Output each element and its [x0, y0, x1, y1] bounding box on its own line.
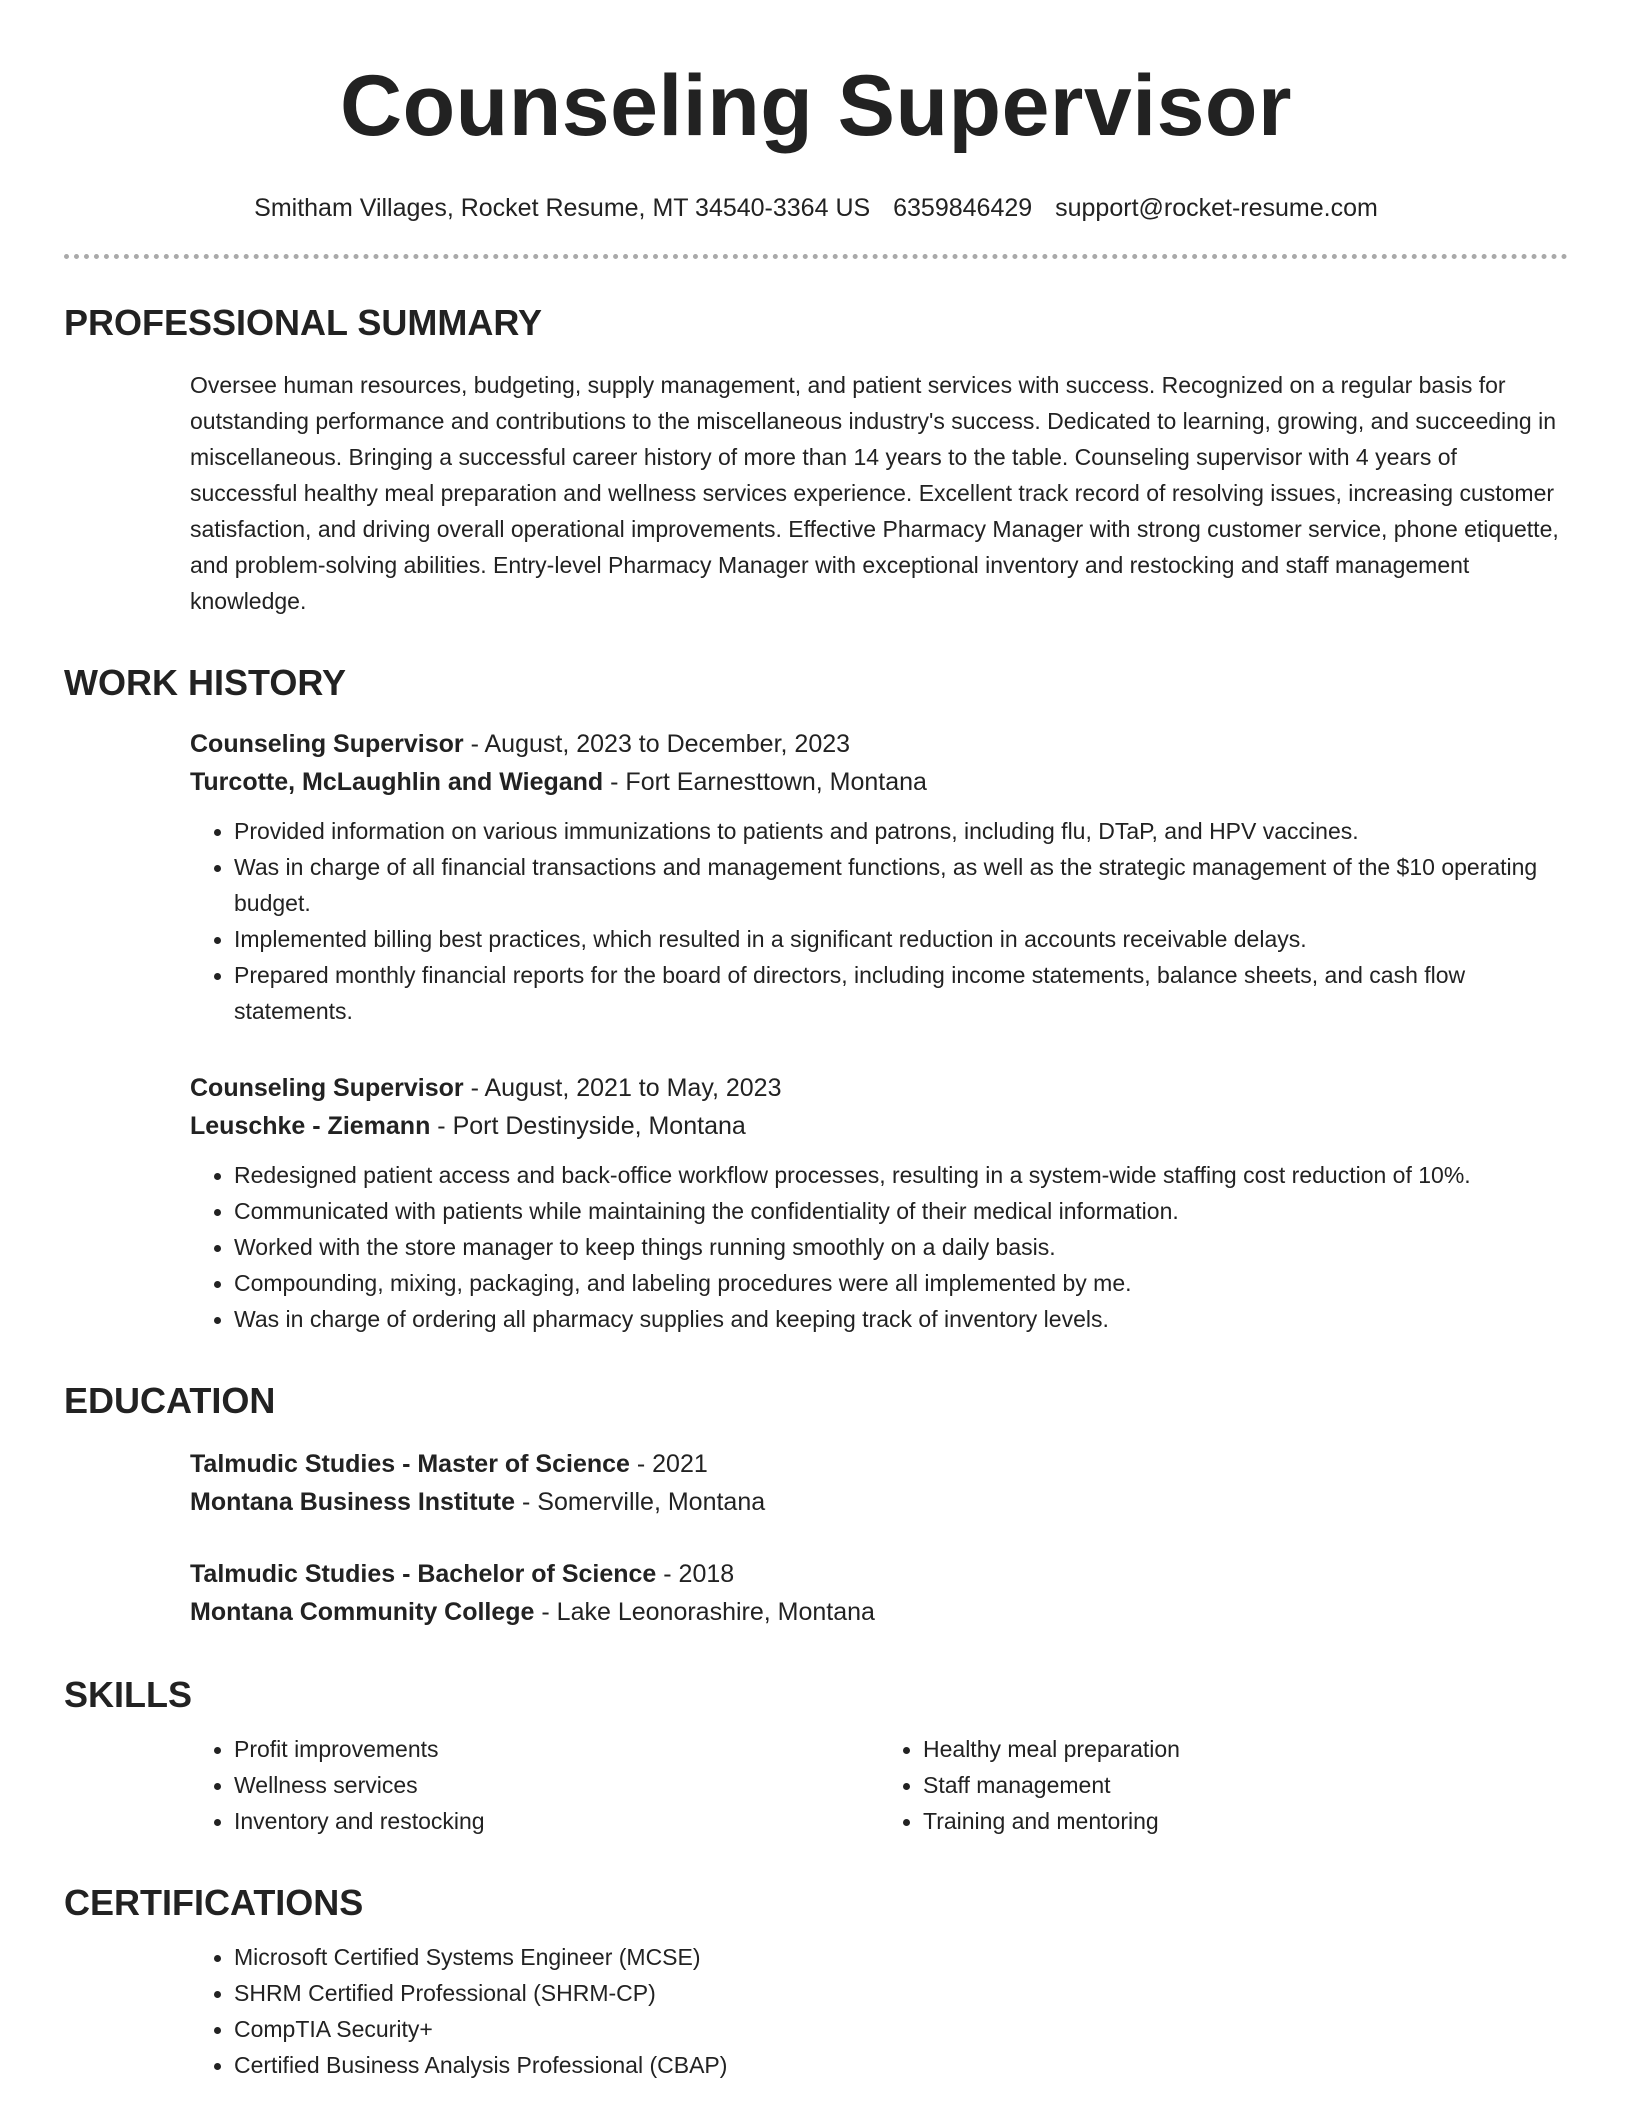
education-degree: Talmudic Studies - Bachelor of Science: [190, 1560, 657, 1588]
job-bullet: • Implemented billing best practices, which resulted in a significant reduction in accounts receivable delays.: [234, 921, 1568, 957]
education-year: - 2021: [629, 1450, 708, 1478]
skill-item: • Healthy meal preparation: [923, 1731, 1568, 1767]
contact-address: Smitham Villages, Rocket Resume, MT 34540-3364 US: [254, 194, 871, 222]
job-role: Counseling Supervisor: [190, 730, 464, 758]
section-title-education: EDUCATION: [64, 1380, 276, 1421]
education-school: Montana Business Institute: [190, 1488, 516, 1516]
education-entry: [190, 1555, 1568, 1631]
skills-grid: [190, 1731, 1568, 1839]
candidate-name: Counseling Supervisor: [340, 58, 1292, 154]
job-bullet: • Worked with the store manager to keep things running smoothly on a daily basis.: [234, 1229, 1568, 1265]
certifications-section: [190, 1939, 1568, 2083]
job-bullet: • Compounding, mixing, packaging, and labeling procedures were all implemented by me.: [234, 1265, 1568, 1301]
skills-section: [190, 1731, 1568, 1839]
skill-item: • Inventory and restocking: [234, 1803, 879, 1839]
education-degree-line: [190, 1445, 1568, 1483]
job-location: - Port Destinyside, Montana: [430, 1112, 746, 1140]
skills-list-left: [190, 1731, 879, 1839]
job-entry: [190, 1069, 1568, 1337]
job-company: Leuschke - Ziemann: [190, 1112, 431, 1140]
education-section: [190, 1445, 1568, 1631]
job-bullet: • Prepared monthly financial reports for the board of directors, including income statements, balance sheets, and cash flow statements.: [234, 957, 1568, 1029]
job-bullets: [190, 1157, 1568, 1337]
contact-line: [64, 192, 1568, 224]
education-school-line: [190, 1483, 1568, 1521]
skill-item: • Wellness services: [234, 1767, 879, 1803]
job-dates: - August, 2021 to May, 2023: [463, 1074, 782, 1102]
section-title-summary: PROFESSIONAL SUMMARY: [64, 302, 543, 343]
job-title-line: [190, 1069, 1568, 1107]
job-bullet: • Was in charge of ordering all pharmacy supplies and keeping track of inventory levels.: [234, 1301, 1568, 1337]
education-year: - 2018: [656, 1560, 735, 1588]
skill-item: • Profit improvements: [234, 1731, 879, 1767]
job-dates: - August, 2023 to December, 2023: [463, 730, 851, 758]
job-entry: [190, 725, 1568, 1029]
summary-section: [190, 367, 1568, 619]
education-school: Montana Community College: [190, 1598, 535, 1626]
section-title-certifications: CERTIFICATIONS: [64, 1882, 364, 1923]
work-history-section: [190, 725, 1568, 1337]
section-title-skills: SKILLS: [64, 1674, 193, 1715]
contact-email: support@rocket-resume.com: [1055, 194, 1378, 222]
education-entry: [190, 1445, 1568, 1521]
contact-phone: 6359846429: [893, 194, 1033, 222]
certification-item: • Microsoft Certified Systems Engineer (MCSE): [234, 1939, 1568, 1975]
job-role: Counseling Supervisor: [190, 1074, 464, 1102]
skill-item: • Staff management: [923, 1767, 1568, 1803]
job-bullet: • Redesigned patient access and back-office workflow processes, resulting in a system-wide staffing cost reduction of 10%.: [234, 1157, 1568, 1193]
skill-item: • Training and mentoring: [923, 1803, 1568, 1839]
certification-item: • Certified Business Analysis Professional (CBAP): [234, 2047, 1568, 2083]
certifications-list: [190, 1939, 1568, 2083]
education-degree-line: [190, 1555, 1568, 1593]
education-school-line: [190, 1593, 1568, 1631]
education-location: - Lake Leonorashire, Montana: [534, 1598, 875, 1626]
job-bullet: • Provided information on various immunizations to patients and patrons, including flu, DTaP, and HPV vaccines.: [234, 813, 1568, 849]
job-bullet: • Was in charge of all financial transactions and management functions, as well as the strategic management of the $10 operating budget.: [234, 849, 1568, 921]
job-title-line: [190, 725, 1568, 763]
certification-item: • SHRM Certified Professional (SHRM-CP): [234, 1975, 1568, 2011]
certification-item: • CompTIA Security+: [234, 2011, 1568, 2047]
section-title-work-history: WORK HISTORY: [64, 662, 347, 703]
job-bullets: [190, 813, 1568, 1029]
job-company: Turcotte, McLaughlin and Wiegand: [190, 768, 604, 796]
summary-text: Oversee human resources, budgeting, supply management, and patient services with success. Recognized on a regular basis for outstanding performance and contributions to the miscellaneous industry's success. Dedicated to learning, growing, and succeeding in miscellaneous. Bringing a successful career history of more than 14 years to the table. Counseling supervisor with 4 years of successful healthy meal preparation and wellness services experience. Excellent track record of resolving issues, increasing customer satisfaction, and driving overall operational improvements. Effective Pharmacy Manager with strong customer service, phone etiquette, and problem-solving abilities. Entry-level Pharmacy Manager with exceptional inventory and restocking and staff management knowledge.: [190, 372, 1559, 614]
education-location: - Somerville, Montana: [515, 1488, 766, 1516]
job-company-line: [190, 763, 1568, 801]
header-divider: [64, 254, 1568, 259]
education-degree: Talmudic Studies - Master of Science: [190, 1450, 630, 1478]
job-location: - Fort Earnesttown, Montana: [603, 768, 927, 796]
skills-list-right: [879, 1731, 1568, 1839]
job-company-line: [190, 1107, 1568, 1145]
job-bullet: • Communicated with patients while maintaining the confidentiality of their medical information.: [234, 1193, 1568, 1229]
